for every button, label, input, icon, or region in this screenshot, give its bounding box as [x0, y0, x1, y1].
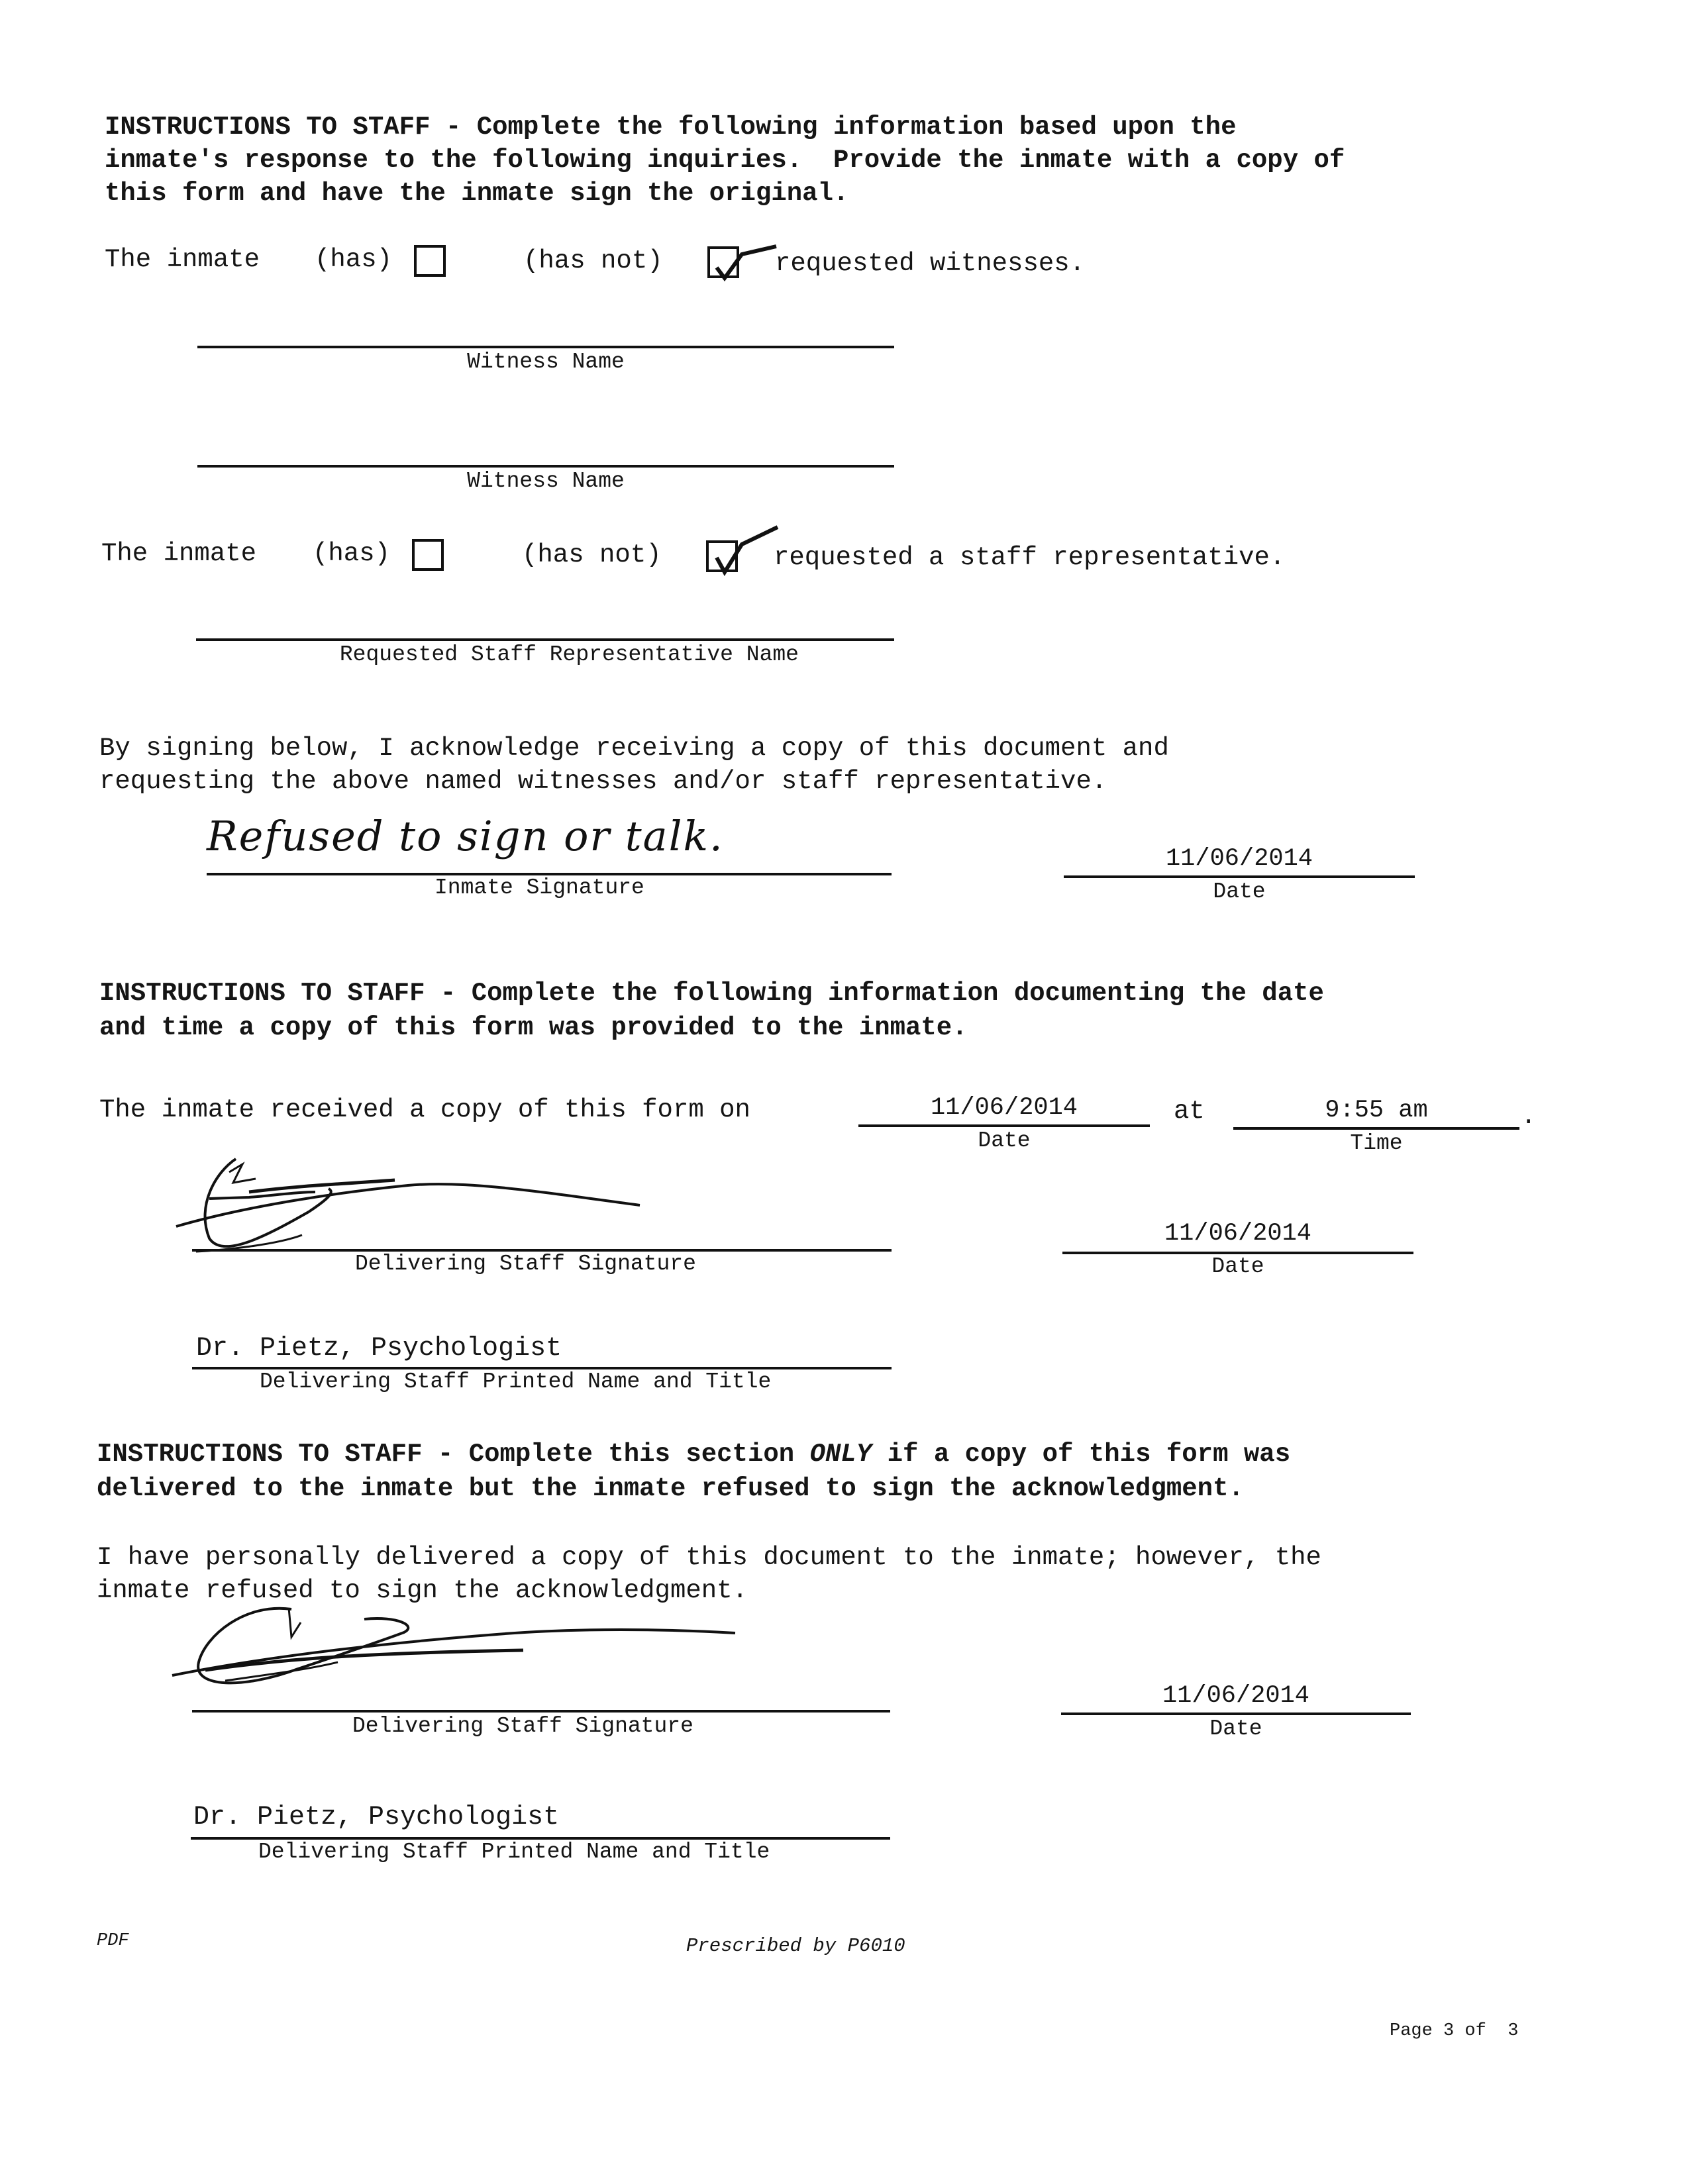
signature-date-value-2[interactable]: 11/06/2014 — [1162, 1682, 1310, 1710]
rep-has-label: (has) — [313, 539, 391, 568]
representative-has-not-checkbox[interactable] — [706, 540, 738, 572]
witness-question-suffix: requested witnesses. — [775, 249, 1086, 278]
at-label: at — [1174, 1097, 1205, 1126]
representative-has-checkbox[interactable] — [412, 539, 444, 571]
rep-question-suffix: requested a staff representative. — [774, 543, 1286, 572]
section3-instructions-part1: INSTRUCTIONS TO STAFF - Complete this section — [97, 1440, 810, 1469]
signature-date-value-1[interactable]: 11/06/2014 — [1164, 1220, 1312, 1248]
footer-center: Prescribed by P6010 — [686, 1935, 905, 1957]
section3-statement-line1: I have personally delivered a copy of this document to the inmate; however, the — [97, 1543, 1321, 1572]
witnesses-has-not-checkbox[interactable] — [707, 246, 739, 278]
received-time-line — [1233, 1127, 1519, 1130]
checkmark-icon — [707, 240, 774, 279]
printed-name-value-1[interactable]: Dr. Pietz, Psychologist — [196, 1334, 562, 1364]
section1-instructions-line3: this form and have the inmate sign the original. — [105, 179, 849, 208]
inmate-date-label: Date — [1213, 879, 1266, 904]
inmate-signature-handwriting: Refused to sign or talk. — [207, 812, 724, 860]
signature-date-label-1: Date — [1211, 1254, 1264, 1279]
checkmark-icon — [706, 524, 772, 571]
section3-instructions-part2: if a copy of this form was — [872, 1440, 1291, 1469]
delivering-staff-signature-label-2: Delivering Staff Signature — [352, 1714, 693, 1738]
received-date-label: Date — [978, 1128, 1031, 1153]
delivering-staff-signature-scribble — [170, 1152, 699, 1258]
received-date-value[interactable]: 11/06/2014 — [930, 1094, 1078, 1122]
inmate-date-value[interactable]: 11/06/2014 — [1165, 845, 1313, 873]
received-period: . — [1521, 1102, 1537, 1131]
section3-instructions-line2: delivered to the inmate but the inmate refused to sign the acknowledgment. — [97, 1474, 1244, 1503]
inmate-signature-label: Inmate Signature — [435, 875, 644, 900]
witness-name-line-1[interactable] — [197, 346, 894, 348]
section2-instructions-line1: INSTRUCTIONS TO STAFF - Complete the following information documenting the date — [99, 979, 1324, 1008]
section1-instructions-line1: INSTRUCTIONS TO STAFF - Complete the following information based upon the — [105, 113, 1237, 142]
witness-has-label: (has) — [315, 245, 393, 274]
footer-left: PDF — [97, 1931, 129, 1951]
witness-name-label-2: Witness Name — [467, 469, 625, 493]
received-time-label: Time — [1350, 1131, 1403, 1156]
printed-name-label-2: Delivering Staff Printed Name and Title — [258, 1840, 770, 1864]
signature-date-label-2: Date — [1209, 1716, 1262, 1741]
section3-instructions-line1 — [97, 1440, 1290, 1469]
witness-name-line-2[interactable] — [197, 465, 894, 468]
received-time-value[interactable]: 9:55 am — [1325, 1097, 1428, 1124]
rep-name-line[interactable] — [196, 638, 894, 641]
witnesses-has-checkbox[interactable] — [414, 245, 446, 277]
inmate-date-line — [1064, 875, 1415, 878]
ack-line2: requesting the above named witnesses and/or staff representative. — [99, 767, 1107, 796]
witness-question-prefix: The inmate — [105, 245, 260, 274]
delivering-staff-signature-scribble — [166, 1596, 762, 1702]
section3-instructions-only: ONLY — [809, 1440, 872, 1469]
witness-has-not-label: (has not) — [523, 246, 663, 275]
witness-name-label-1: Witness Name — [467, 350, 625, 374]
rep-question-prefix: The inmate — [101, 539, 257, 568]
rep-has-not-label: (has not) — [522, 540, 662, 570]
delivering-staff-signature-line-2[interactable] — [192, 1710, 890, 1712]
rep-name-label: Requested Staff Representative Name — [339, 642, 799, 667]
section2-instructions-line2: and time a copy of this form was provided to the inmate. — [99, 1013, 968, 1042]
signature-date-line-2 — [1061, 1712, 1411, 1715]
section3-statement-line2: inmate refused to sign the acknowledgment. — [97, 1576, 748, 1605]
received-prefix: The inmate received a copy of this form on — [99, 1095, 750, 1124]
delivering-staff-signature-label-1: Delivering Staff Signature — [355, 1252, 696, 1276]
footer-page-number: Page 3 of 3 — [1390, 2021, 1519, 2041]
section1-instructions-line2: inmate's response to the following inquiries. Provide the inmate with a copy of — [105, 146, 1345, 175]
printed-name-label-1: Delivering Staff Printed Name and Title — [260, 1369, 772, 1394]
printed-name-value-2[interactable]: Dr. Pietz, Psychologist — [193, 1803, 560, 1832]
received-date-line — [858, 1124, 1150, 1127]
ack-line1: By signing below, I acknowledge receiving a copy of this document and — [99, 734, 1169, 763]
